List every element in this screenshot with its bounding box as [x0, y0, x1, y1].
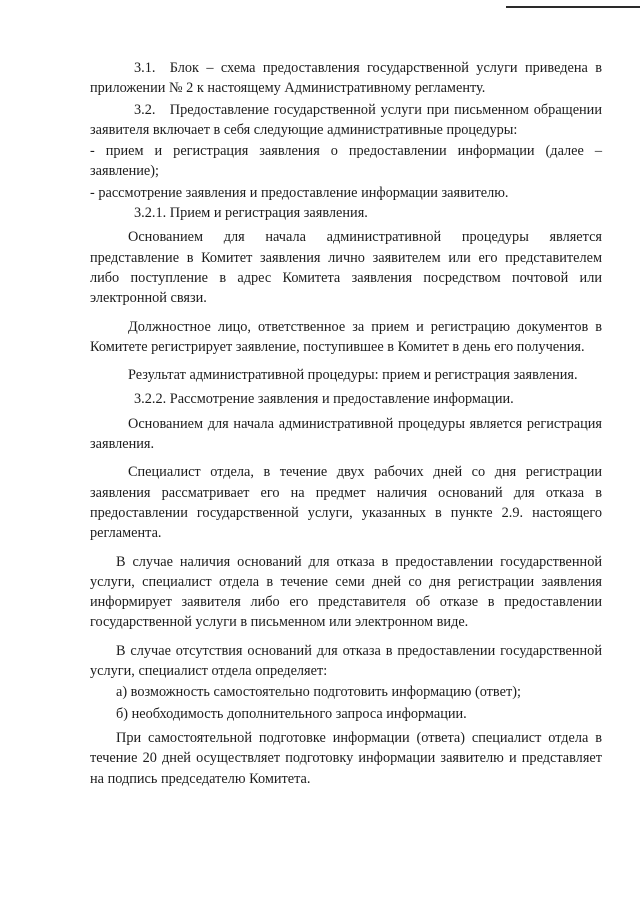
list-item-a: а) возможность самостоятельно подготовить информацию (ответ); [116, 684, 521, 701]
paragraph-basis-reception: Основанием для начала административной процедуры является представление в Комитет заявления лично заявителем или его представителем либо поступление в адрес Комитета заявления посредством почтовой или электронной связи. [90, 229, 602, 307]
heading-3-2-1: 3.2.1. Прием и регистрация заявления. [134, 205, 368, 222]
list-item-b: б) необходимость дополнительного запроса информации. [116, 705, 467, 722]
paragraph-3-1: 3.1. Блок – схема предоставления государственной услуги приведена в приложении № 2 к настоящему Административному регламенту. [90, 60, 602, 97]
top-edge-rule [506, 6, 640, 8]
paragraph-specialist-review: Специалист отдела, в течение двух рабочих дней со дня регистрации заявления рассматривает его на предмет наличия оснований для отказа в предоставлении государственной услуги, указанных в пункте 2.9. настоящего регламента. [90, 464, 602, 542]
paragraph-refusal-grounds: В случае наличия оснований для отказа в предоставлении государственной услуги, специалист отдела в течение семи дней со дня регистрации заявления информирует заявителя либо его представителя об отказе в предоставлении государственной услуги в письменном или электронном виде. [90, 553, 602, 631]
heading-3-2-2: 3.2.2. Рассмотрение заявления и предоставление информации. [134, 391, 514, 408]
paragraph-3-2: 3.2. Предоставление государственной услуги при письменном обращении заявителя включает в себя следующие административные процедуры: [90, 101, 602, 138]
paragraph-official-registers: Должностное лицо, ответственное за прием и регистрацию документов в Комитете регистрирует заявление, поступившее в Комитет в день его получения. [90, 318, 602, 355]
list-item-reception: - прием и регистрация заявления о предоставлении информации (далее – заявление); [90, 143, 602, 180]
list-item-review: - рассмотрение заявления и предоставление информации заявителю. [90, 184, 509, 201]
paragraph-independent-preparation: При самостоятельной подготовке информации (ответа) специалист отдела в течение 20 дней осуществляет подготовку информации заявителю и представляет на подпись председателю Комитета. [90, 729, 602, 787]
document-page [90, 58, 602, 789]
paragraph-result-reception: Результат административной процедуры: прием и регистрация заявления. [128, 367, 578, 384]
paragraph-no-refusal-grounds: В случае отсутствия оснований для отказа в предоставлении государственной услуги, специалист отдела определяет: [90, 642, 602, 680]
paragraph-basis-review: Основанием для начала административной процедуры является регистрация заявления. [90, 415, 602, 453]
